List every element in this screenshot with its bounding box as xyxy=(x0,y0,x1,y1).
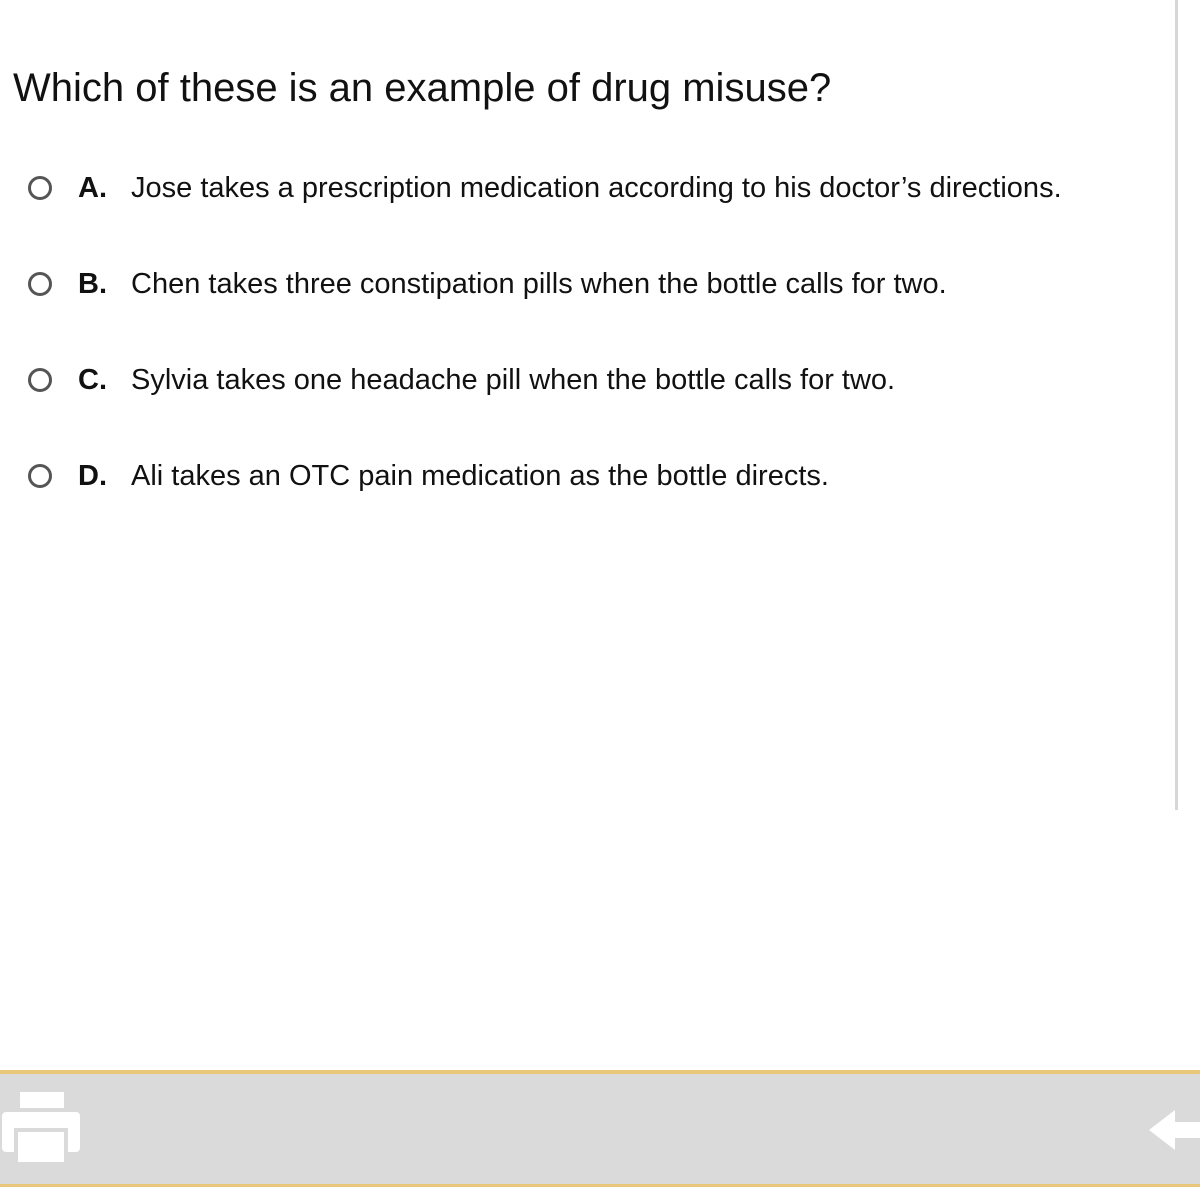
scrollbar-track[interactable] xyxy=(1175,0,1178,810)
option-b[interactable] xyxy=(28,264,947,304)
print-button[interactable] xyxy=(0,1090,84,1166)
option-c[interactable] xyxy=(28,360,895,400)
option-letter: D. xyxy=(78,459,107,492)
option-text: Chen takes three constipation pills when the bottle calls for two. xyxy=(131,267,947,300)
option-letter: A. xyxy=(78,171,107,204)
radio-button-c[interactable] xyxy=(28,368,52,392)
radio-button-d[interactable] xyxy=(28,464,52,488)
radio-button-a[interactable] xyxy=(28,176,52,200)
printer-icon xyxy=(0,1090,84,1166)
option-letter: B. xyxy=(78,267,107,300)
bottom-toolbar xyxy=(0,1074,1200,1184)
toolbar-bottom-border xyxy=(0,1184,1200,1187)
option-d[interactable] xyxy=(28,456,829,496)
option-text: Sylvia takes one headache pill when the bottle calls for two. xyxy=(131,363,896,396)
left-arrow-icon xyxy=(1145,1106,1200,1154)
option-text: Jose takes a prescription medication according to his doctor’s directions. xyxy=(131,171,1062,204)
option-text: Ali takes an OTC pain medication as the bottle directs. xyxy=(131,459,829,492)
option-a[interactable] xyxy=(28,168,1062,208)
back-button[interactable] xyxy=(1145,1106,1200,1154)
question-text: Which of these is an example of drug misuse? xyxy=(13,66,832,110)
radio-button-b[interactable] xyxy=(28,272,52,296)
option-letter: C. xyxy=(78,363,107,396)
